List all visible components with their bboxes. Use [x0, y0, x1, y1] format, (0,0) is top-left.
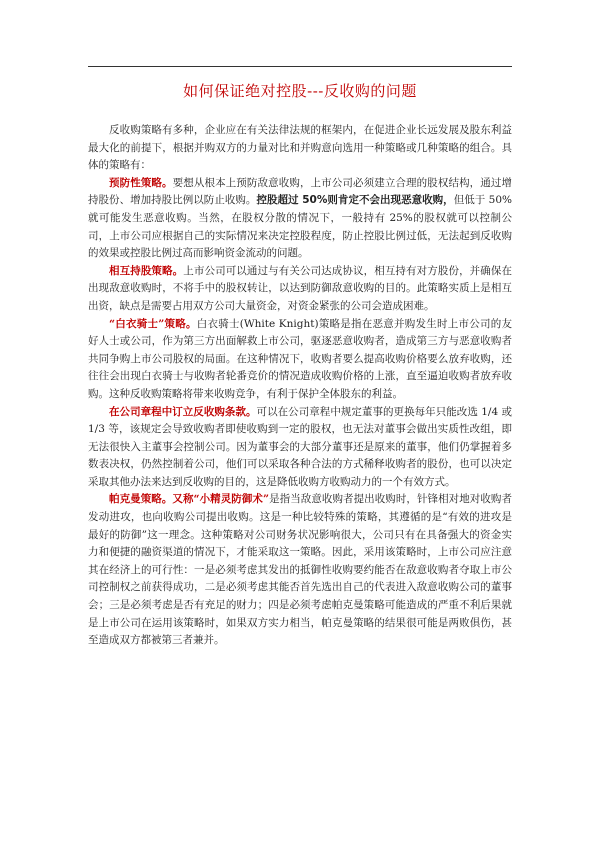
page-title: 如何保证绝对控股---反收购的问题	[183, 82, 417, 100]
strategy-text-white-knight: 白衣骑士(White Knight)策略是指在恶意并购发生时上市公司的友好人士或公司，作为第三方出面解救上市公司，驱逐恶意收购者，造成第三方与恶意收购者共同争购上市公司股权的局面。在这种情况下，收购者要么提高收购价格要么放弃收购，还往往会出现白衣骑士与收购者轮番竞价的情况造成收购价格的上涨，直至逼迫收购者放弃收购。这种反收购策略将带来收购竞争，有利于保护全体股东的利益。	[88, 317, 512, 400]
strategy-text-charter: 可以在公司章程中规定董事的更换每年只能改选 1/4 或 1/3 等，该规定会导致收购者即使收购到一定的股权，也无法对董事会做出实质性改组，即无法很快入主董事会控制公司。因为董事会的大部分董事还是原来的董事，他们仍掌握着多数表决权，仍然控制着公司，他们可以采取各种合法的方式稀释收购者的股份，也可以决定采取其他办法来达到反收购的目的，这是降低收购方收购动力的一个有效方式。	[88, 405, 513, 488]
strategy-emphasis-preventive: 控股超过 50%则肯定不会出现恶意收购，	[256, 194, 454, 207]
strategy-paragraph-preventive	[88, 175, 512, 263]
strategy-paragraph-charter	[88, 404, 512, 492]
document-body	[88, 122, 512, 650]
strategy-text2-preventive: 但低于 50%就可能发生恶意收购。当然，在股权分散的情况下，一般持有 25%的股权就可以控制公司，上市公司应根据自己的实际情况来决定控股程度，防止控股比例过低，无法起到反收购的效果或控股比例过高而影响资金流动的问题。	[88, 194, 513, 260]
strategy-name-pac-man: 帕克曼策略。又称“小精灵防御术”	[109, 493, 270, 506]
header-rule	[88, 66, 512, 67]
strategy-text-cross-holding: 上市公司可以通过与有关公司达成协议，相互持有对方股份，并确保在出现敌意收购时，不将手中的股权转让，以达到防御敌意收购的目的。此策略实质上是相互出资，缺点是需要占用双方公司大量资金，对资金紧张的公司会造成困难。	[88, 264, 513, 312]
strategy-name-charter: 在公司章程中订立反收购条款。	[109, 405, 257, 418]
strategy-name-white-knight: “白衣骑士”策略。	[109, 317, 197, 330]
strategy-name-cross-holding: 相互持股策略。	[109, 264, 184, 277]
strategy-paragraph-white-knight	[88, 316, 512, 404]
intro-paragraph: 反收购策略有多种，企业应在有关法律法规的框架内，在促进企业长远发展及股东利益最大化的前提下，根据并购双方的力量对比和并购意向选用一种策略或几种策略的组合。具体的策略有：	[88, 124, 512, 172]
strategy-text-preventive: 要想从根本上预防敌意收购，上市公司必须建立合理的股权结构，通过增持股份、增加持股比例以防止收购。	[88, 176, 513, 207]
strategy-name-preventive: 预防性策略。	[109, 176, 173, 189]
strategy-text-pac-man: 是指当敌意收购者提出收购时，针锋相对地对收购者发动进攻，也向收购公司提出收购。这是一种比较特殊的策略，其遵循的是“有效的进攻是最好的防御”这一理念。这种策略对公司财务状况影响很大，公司只有在具备强大的资金实力和便捷的融资渠道的情况下，才能采取这一策略。因此，采用该策略时，上市公司应注意其在经济上的可行性：一是必须考虑其发出的抵御性收购要约能否在敌意收购者夺取上市公司控制权之前获得成功，二是必须考虑其能否首先选出自己的代表进入敌意收购公司的董事会；三是必须考虑是否有充足的财力；四是必须考虑帕克曼策略可能造成的严重不利后果就是上市公司在运用该策略时，如果双方实力相当，帕克曼策略的结果很可能是两败俱伤，甚至造成双方都被第三者兼并。	[88, 493, 512, 647]
strategy-paragraph-cross-holding	[88, 263, 512, 316]
strategy-paragraph-pac-man	[88, 491, 512, 649]
